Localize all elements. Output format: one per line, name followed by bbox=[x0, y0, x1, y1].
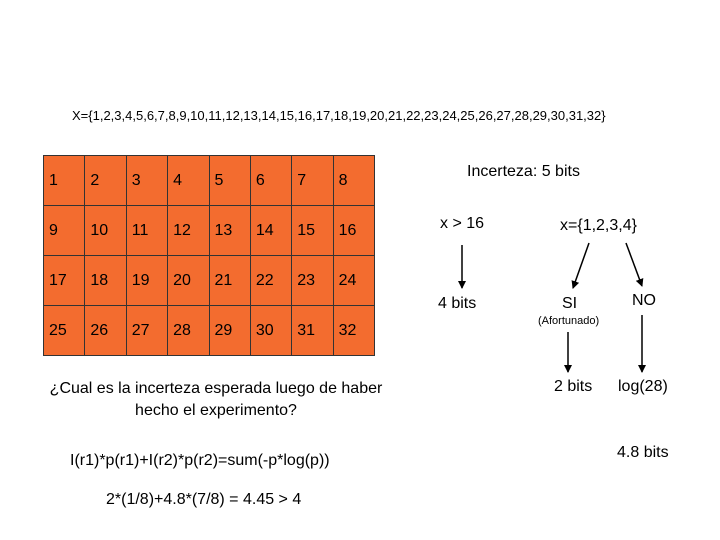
grid-cell: 5 bbox=[209, 156, 250, 206]
grid-cell: 3 bbox=[126, 156, 167, 206]
grid-cell: 25 bbox=[44, 306, 85, 356]
grid-cell: 14 bbox=[250, 206, 291, 256]
uncertainty-title: Incerteza: 5 bits bbox=[467, 163, 580, 180]
grid-cell: 20 bbox=[168, 256, 209, 306]
grid-cell: 10 bbox=[85, 206, 126, 256]
grid-cell: 4 bbox=[168, 156, 209, 206]
outcome-2-bits: 2 bits bbox=[554, 378, 593, 395]
condition-greater-16: x > 16 bbox=[440, 215, 485, 232]
grid-cell: 30 bbox=[250, 306, 291, 356]
grid-cell: 9 bbox=[44, 206, 85, 256]
grid-cell: 16 bbox=[333, 206, 374, 256]
grid-cell: 19 bbox=[126, 256, 167, 306]
set-definition: X={1,2,3,4,5,6,7,8,9,10,11,12,13,14,15,16,17,18,19,20,21,22,23,24,25,26,27,28,29,30,31,32} bbox=[72, 108, 606, 123]
grid-cell: 17 bbox=[44, 256, 85, 306]
grid-cell: 12 bbox=[168, 206, 209, 256]
grid-cell: 26 bbox=[85, 306, 126, 356]
grid-cell: 27 bbox=[126, 306, 167, 356]
grid-cell: 15 bbox=[292, 206, 333, 256]
grid-cell: 29 bbox=[209, 306, 250, 356]
grid-cell: 21 bbox=[209, 256, 250, 306]
expected-uncertainty-result: 2*(1/8)+4.8*(7/8) = 4.45 > 4 bbox=[106, 491, 302, 508]
grid-cell: 13 bbox=[209, 206, 250, 256]
grid-cell: 31 bbox=[292, 306, 333, 356]
grid-cell: 32 bbox=[333, 306, 374, 356]
lucky-note: (Afortunado) bbox=[538, 315, 600, 327]
no-label: NO bbox=[632, 292, 656, 309]
outcome-4-bits: 4 bits bbox=[438, 295, 477, 312]
no-formula: log(28) bbox=[618, 378, 668, 395]
grid-cell: 22 bbox=[250, 256, 291, 306]
arrow-to-si bbox=[573, 243, 589, 288]
grid-cell: 28 bbox=[168, 306, 209, 356]
grid-cell: 1 bbox=[44, 156, 85, 206]
grid-cell: 7 bbox=[292, 156, 333, 206]
expected-uncertainty-formula: I(r1)*p(r1)+I(r2)*p(r2)=sum(-p*log(p)) bbox=[70, 452, 330, 469]
grid-cell: 18 bbox=[85, 256, 126, 306]
grid-cell: 2 bbox=[85, 156, 126, 206]
grid-cell: 8 bbox=[333, 156, 374, 206]
grid-cell: 23 bbox=[292, 256, 333, 306]
question-text: ¿Cual es la incerteza esperada luego de haber hecho el experimento? bbox=[49, 380, 383, 419]
grid-cell: 24 bbox=[333, 256, 374, 306]
condition-set-1-4: x={1,2,3,4} bbox=[560, 217, 637, 234]
arrow-to-no bbox=[626, 243, 642, 286]
yes-label: SI bbox=[562, 295, 578, 312]
outcome-4-8-bits: 4.8 bits bbox=[617, 444, 669, 461]
grid-cell: 11 bbox=[126, 206, 167, 256]
grid-cell: 6 bbox=[250, 156, 291, 206]
